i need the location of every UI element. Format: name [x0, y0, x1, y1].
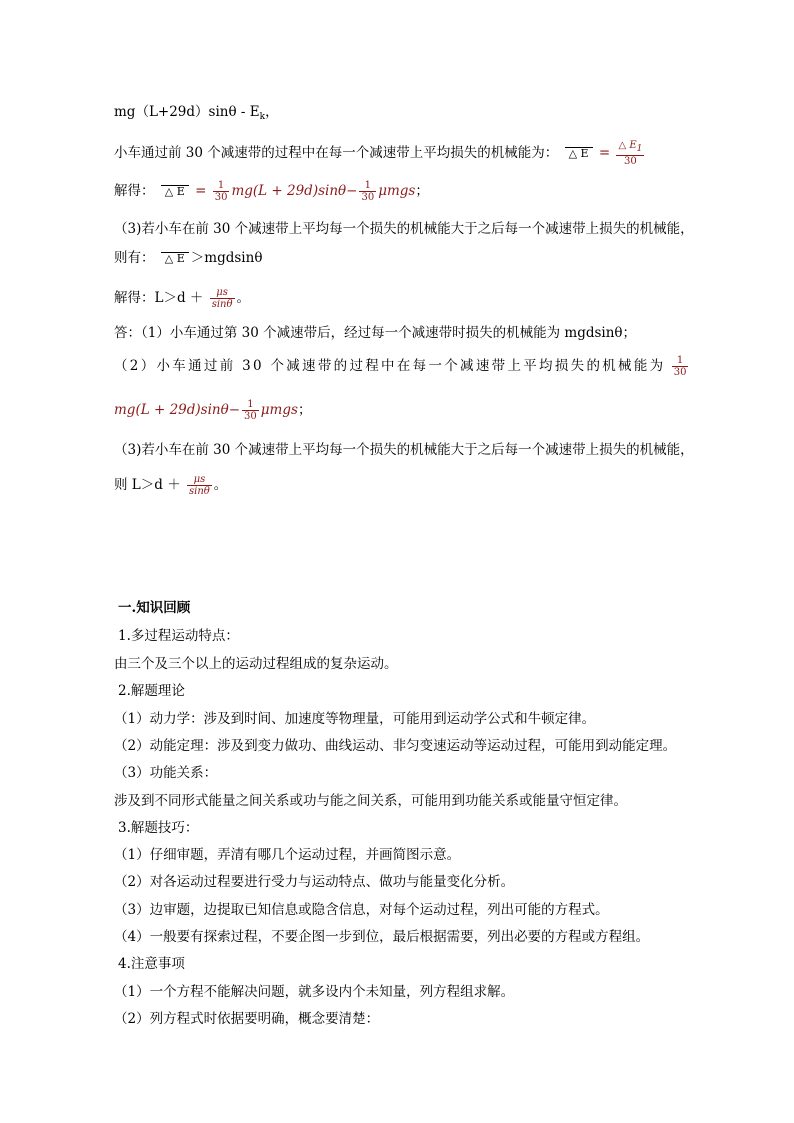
fraction [359, 180, 376, 203]
equals-sign: = [598, 145, 611, 161]
equation-text: mg(L + 29d)sinθ− [231, 183, 358, 199]
subscript: k [259, 112, 266, 122]
equation-text: mg（L+29d）sinθ - E [114, 104, 260, 120]
fraction [242, 399, 259, 422]
avg-energy-symbol: △ E [161, 185, 189, 198]
solution-line-4: （3)若小车在前 30 个减速带上平均每一个损失的机械能大于之后每一个减速带上损失的机械能， [114, 221, 694, 237]
review-item: （2）对各运动过程要进行受力与运动特点、做功与能量变化分析。 [114, 874, 515, 890]
answer-line-3 [114, 399, 311, 422]
solution-label: 则有： [114, 250, 155, 266]
solution-line-2 [114, 140, 646, 167]
punctuation: 。 [213, 477, 228, 493]
review-item: （1）动力学：涉及到时间、加速度等物理量，可能用到运动学公式和牛顿定律。 [114, 711, 596, 727]
answer-line-5 [114, 474, 227, 497]
fraction [213, 180, 230, 203]
fraction-denominator: 30 [361, 192, 375, 203]
solution-label: 解得：L＞d ＋ [114, 290, 204, 306]
fraction-numerator: μs [187, 474, 212, 486]
avg-energy-symbol: △ E [161, 252, 189, 265]
avg-energy-symbol: △ E [565, 147, 593, 160]
punctuation: ； [415, 183, 429, 199]
review-item: 3.解题技巧： [118, 820, 199, 836]
section-heading: 一.知识回顾 [118, 600, 191, 616]
answer-line-4: （3)若小车在前 30 个减速带上平均每一个损失的机械能大于之后每一个减速带上损失的机械能， [114, 442, 694, 458]
review-item: 4.注意事项 [118, 956, 185, 972]
solution-label: 解得： [114, 183, 155, 199]
answer-label: 则 L＞d ＋ [114, 477, 181, 493]
fraction [616, 140, 644, 167]
solution-line-1 [114, 103, 279, 126]
fraction-denominator: 30 [244, 411, 257, 422]
answer-line-2 [114, 355, 690, 378]
review-item: 2.解题理论 [118, 683, 185, 699]
fraction [210, 287, 235, 310]
answer-line-1: 答：（1）小车通过第 30 个减速带后，经过每一个减速带时损失的机械能为 mgdsinθ； [114, 325, 637, 341]
punctuation: 。 [236, 290, 250, 306]
review-item: （2）动能定理：涉及到变力做功、曲线运动、非匀变速运动等运动过程，可能用到动能定理。 [114, 738, 677, 754]
solution-line-6 [114, 287, 250, 310]
fraction-numerator: 1 [672, 355, 689, 367]
equation-text: mg(L + 29d)sinθ− [114, 402, 241, 418]
fraction [187, 474, 212, 497]
punctuation: ； [297, 402, 312, 418]
review-item: （3）功能关系： [114, 765, 218, 781]
solution-line-3 [114, 180, 429, 203]
fraction-numerator: 1 [359, 180, 376, 192]
equals-sign: = [195, 183, 207, 199]
solution-line-5 [114, 249, 262, 267]
fraction-numerator: 1 [242, 399, 259, 411]
equation-text: μmgs [260, 402, 298, 418]
fraction-denominator: 30 [624, 156, 637, 167]
inequality-text: ＞mgdsinθ [190, 250, 263, 266]
review-item: （4）一般要有探索过程，不要企图一步到位，最后根据需要，列出必要的方程或方程组。 [114, 929, 650, 945]
review-item: 涉及到不同形式能量之间关系或功与能之间关系，可能用到功能关系或能量守恒定律。 [114, 793, 627, 809]
review-item: 1.多过程运动特点： [118, 628, 239, 644]
equation-text: μmgs [378, 183, 416, 199]
fraction [672, 355, 689, 378]
review-item: （2）列方程式时依据要明确，概念要清楚： [114, 1011, 380, 1027]
fraction-denominator: sinθ [211, 299, 233, 310]
fraction-numerator: 1 [213, 180, 230, 192]
subscript: 1 [636, 144, 643, 154]
punctuation: ， [265, 104, 279, 120]
fraction-denominator: 30 [673, 367, 687, 378]
fraction-denominator: 30 [214, 192, 228, 203]
review-item: （1）仔细审题，弄清有哪几个运动过程，并画简图示意。 [114, 847, 461, 863]
answer-text: （2）小车通过前 30 个减速带的过程中在每一个减速带上平均损失的机械能为 [114, 358, 666, 374]
fraction-numerator: △ E [618, 140, 637, 151]
fraction-denominator: sinθ [189, 486, 210, 497]
review-item: （1）一个方程不能解决问题，就多设内个未知量，列方程组求解。 [114, 984, 515, 1000]
review-item: 由三个及三个以上的运动过程组成的复杂运动。 [114, 656, 398, 672]
review-item: （3）边审题，边提取已知信息或隐含信息，对每个运动过程，列出可能的方程式。 [114, 902, 609, 918]
fraction-numerator: μs [210, 287, 235, 299]
solution-text: 小车通过前 30 个减速带的过程中在每一个减速带上平均损失的机械能为： [114, 145, 559, 161]
